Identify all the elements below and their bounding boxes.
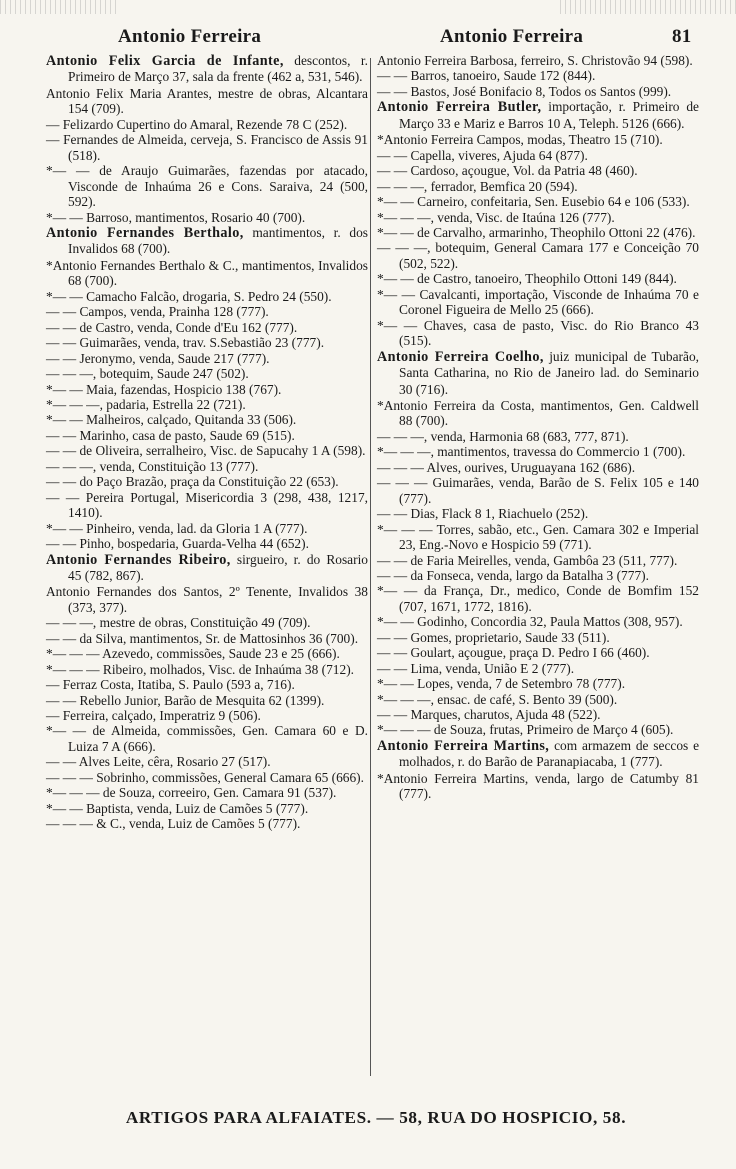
entry-details: com armazem de seccos e molhados, r. do Barão de Paranapiacaba, 1 (777). <box>399 737 700 770</box>
directory-entry: *— — —, venda, Visc. de Itaúna 126 (777). <box>377 209 615 225</box>
directory-entry: *— — Cavalcanti, importação, Visconde de Inhaúma 70 e Coronel Figueira de Mello 25 (666). <box>377 286 699 318</box>
directory-entry: — — Gomes, proprietario, Saude 33 (511). <box>377 629 610 645</box>
entry-details: sirgueiro, r. do Rosario 45 (782, 867). <box>68 551 369 583</box>
entry-name: Antonio Felix Garcia de Infante, <box>46 53 284 69</box>
directory-entry: — — da Fonseca, venda, largo da Batalha 3 (777). <box>377 567 649 583</box>
directory-entry: — Ferraz Costa, Itatiba, S. Paulo (593 a, 716). <box>46 677 295 693</box>
directory-entry: *— — Chaves, casa de pasto, Visc. do Rio Branco 43 (515). <box>377 317 699 349</box>
page-number: 81 <box>672 26 692 47</box>
page-edge-stain <box>560 0 736 14</box>
directory-entry: *Antonio Ferreira Campos, modas, Theatro 15 (710). <box>377 132 663 148</box>
directory-entry: *— — Malheiros, calçado, Quitanda 33 (506). <box>46 412 297 428</box>
directory-entry: — — da Silva, mantimentos, Sr. de Mattosinhos 36 (700). <box>46 630 359 646</box>
directory-entry: *Antonio Ferreira Martins, venda, largo de Catumby 81 (777). <box>377 770 699 802</box>
directory-entry: — — —, venda, Constituição 13 (777). <box>46 458 259 474</box>
entry-details: juiz municipal de Tubarão, Santa Catharina, no Rio de Janeiro lad. do Seminario 30 (716). <box>399 348 699 397</box>
directory-entry: — — Capella, viveres, Ajuda 64 (877). <box>377 147 588 163</box>
directory-entry: *— — Carneiro, confeitaria, Sen. Eusebio 64 e 106 (533). <box>377 194 690 210</box>
entry-details: importação, r. Primeiro de Março 33 e Mariz e Barros 10 A, Teleph. 5126 (666). <box>399 99 699 131</box>
directory-entry <box>377 349 699 398</box>
directory-entry: — — —, botequim, General Camara 177 e Conceição 70 (502, 522). <box>377 240 699 271</box>
directory-entry: Antonio Ferreira Barbosa, ferreiro, S. Christovão 94 (598). <box>377 53 693 68</box>
page-edge-stain <box>0 0 120 14</box>
entry-name: Antonio Ferreira Butler, <box>377 99 542 116</box>
directory-entry: — — de Castro, venda, Conde d'Eu 162 (777). <box>46 319 298 335</box>
directory-entry: *Antonio Ferreira da Costa, mantimentos, Gen. Caldwell 88 (700). <box>377 397 699 429</box>
directory-entry: — Felizardo Cupertino do Amaral, Rezende 78 C (252). <box>46 116 348 132</box>
directory-entry: — — Dias, Flack 8 1, Riachuelo (252). <box>377 506 589 522</box>
directory-entry: — — do Paço Brazão, praça da Constituição 22 (653). <box>46 474 339 490</box>
directory-entry: *— — Baptista, venda, Luiz de Camões 5 (777). <box>46 800 309 816</box>
entry-name: Antonio Ferreira Coelho, <box>377 348 544 365</box>
directory-entry: *— — Camacho Falcão, drogaria, S. Pedro 24 (550). <box>46 288 332 304</box>
directory-entry: — Ferreira, calçado, Imperatriz 9 (506). <box>46 708 261 724</box>
entry-details: descontos, r. Primeiro de Março 37, sala da frente (462 a, 531, 546). <box>68 53 368 85</box>
directory-entry: Antonio Fernandes dos Santos, 2º Tenente, Invalidos 38 (373, 377). <box>46 584 368 615</box>
directory-entry: — — —, botequim, Saude 247 (502). <box>46 366 249 382</box>
directory-entry: — — Marques, charutos, Ajuda 48 (522). <box>377 707 601 723</box>
directory-entry: — — — Guimarães, venda, Barão de S. Felix 105 e 140 (777). <box>377 475 699 506</box>
directory-entry: *— — —, mantimentos, travessa do Commercio 1 (700). <box>377 444 686 460</box>
directory-entry: — — Bastos, José Bonifacio 8, Todos os Santos (999). <box>377 83 672 99</box>
directory-entry: — — —, mestre de obras, Constituição 49 (709). <box>46 615 311 631</box>
directory-entry: — — de Oliveira, serralheiro, Visc. de Sapucahy 1 A (598). <box>46 443 366 459</box>
left-running-head: Antonio Ferreira <box>118 26 262 47</box>
directory-entry: — — Cardoso, açougue, Vol. da Patria 48 (460). <box>377 163 638 179</box>
directory-entry: — — Rebello Junior, Barão de Mesquita 62 (1399). <box>46 692 325 708</box>
entry-name: Antonio Fernandes Berthalo, <box>46 224 244 241</box>
directory-entry: — — — Alves, ourives, Uruguayana 162 (686). <box>377 459 636 475</box>
directory-entry: Antonio Felix Maria Arantes, mestre de obras, Alcantara 154 (709). <box>46 85 368 117</box>
directory-entry: *— — Barroso, mantimentos, Rosario 40 (700). <box>46 209 306 225</box>
directory-entry: — — Lima, venda, União E 2 (777). <box>377 660 575 676</box>
right-running-head: Antonio Ferreira <box>440 26 584 47</box>
directory-entry: — — Marinho, casa de pasto, Saude 69 (515). <box>46 427 295 443</box>
directory-entry: — — —, ferrador, Bemfica 20 (594). <box>377 178 578 194</box>
directory-entry: — — Campos, venda, Prainha 128 (777). <box>46 304 269 320</box>
directory-entry: *— — da França, Dr., medico, Conde de Bomfim 152 (707, 1671, 1772, 1816). <box>377 583 699 614</box>
directory-entry: *— — Pinheiro, venda, lad. da Gloria 1 A (777). <box>46 520 308 536</box>
directory-entry: — — — & C., venda, Luiz de Camões 5 (777). <box>46 816 301 832</box>
directory-entry: — — Pinho, bospedaria, Guarda-Velha 44 (652). <box>46 536 309 552</box>
directory-entry <box>46 53 368 86</box>
entry-details: mantimentos, r. dos Invalidos 68 (700). <box>68 224 368 257</box>
entry-name: Antonio Fernandes Ribeiro, <box>46 551 231 568</box>
directory-entry <box>377 99 699 132</box>
directory-entry: — — Alves Leite, cêra, Rosario 27 (517). <box>46 754 271 770</box>
directory-entry: *— — Godinho, Concordia 32, Paula Mattos (308, 957). <box>377 614 683 630</box>
directory-entry: *— — de Castro, tanoeiro, Theophilo Ottoni 149 (844). <box>377 271 677 287</box>
right-column <box>377 53 699 802</box>
directory-entry: — — Guimarães, venda, trav. S.Sebastião 23 (777). <box>46 335 325 351</box>
directory-entry: *— — — Ribeiro, molhados, Visc. de Inhaúma 38 (712). <box>46 661 355 677</box>
directory-entry: *— — — de Souza, frutas, Primeiro de Março 4 (605). <box>377 722 674 738</box>
directory-entry: — — Jeronymo, venda, Saude 217 (777). <box>46 350 270 366</box>
directory-entry: — — — Sobrinho, commissões, General Camara 65 (666). <box>46 769 364 785</box>
directory-entry: *— — de Almeida, commissões, Gen. Camara 60 e D. Luiza 7 A (666). <box>46 723 368 754</box>
directory-entry: — — de Faria Meirelles, venda, Gambôa 23 (511, 777). <box>377 552 678 568</box>
directory-entry: — — Goulart, açougue, praça D. Pedro I 66 (460). <box>377 645 650 661</box>
directory-entry: *— — Maia, fazendas, Hospicio 138 (767). <box>46 381 282 397</box>
directory-entry <box>46 552 368 585</box>
directory-entry: *Antonio Fernandes Berthalo & C., mantimentos, Invalidos 68 (700). <box>46 257 368 289</box>
left-column <box>46 53 368 832</box>
directory-entry: *— — —, padaria, Estrella 22 (721). <box>46 396 246 412</box>
directory-entry: *— — de Carvalho, armarinho, Theophilo Ottoni 22 (476). <box>377 224 696 240</box>
directory-entry: *— — — Azevedo, commissões, Saude 23 e 25 (666). <box>46 646 340 662</box>
entry-name: Antonio Ferreira Martins, <box>377 737 550 754</box>
directory-entry: — Fernandes de Almeida, cerveja, S. Francisco de Assis 91 (518). <box>46 132 368 163</box>
directory-entry: *— — — Torres, sabão, etc., Gen. Camara 302 e Imperial 23, Eng.-Novo e Hospicio 59 (771). <box>377 521 699 553</box>
directory-entry: — — Barros, tanoeiro, Saude 172 (844). <box>377 68 596 84</box>
directory-entry: — — Pereira Portugal, Misericordia 3 (298, 438, 1217, 1410). <box>46 489 368 521</box>
directory-entry <box>377 738 699 771</box>
directory-entry: — — —, venda, Harmonia 68 (683, 777, 871). <box>377 428 629 444</box>
directory-entry: *— — de Araujo Guimarães, fazendas por atacado, Visconde de Inhaúma 26 e Cons. Saraiva, 24 (500, 592). <box>46 163 368 210</box>
directory-entry: *— — — de Souza, correeiro, Gen. Camara 91 (537). <box>46 785 337 801</box>
footer-advertisement: ARTIGOS PARA ALFAIATES. — 58, RUA DO HOSPICIO, 58. <box>125 1108 627 1127</box>
directory-entry: *— — —, ensac. de café, S. Bento 39 (500). <box>377 691 618 707</box>
directory-entry: *— — Lopes, venda, 7 de Setembro 78 (777). <box>377 676 626 692</box>
directory-entry <box>46 225 368 258</box>
column-divider <box>370 58 371 1076</box>
